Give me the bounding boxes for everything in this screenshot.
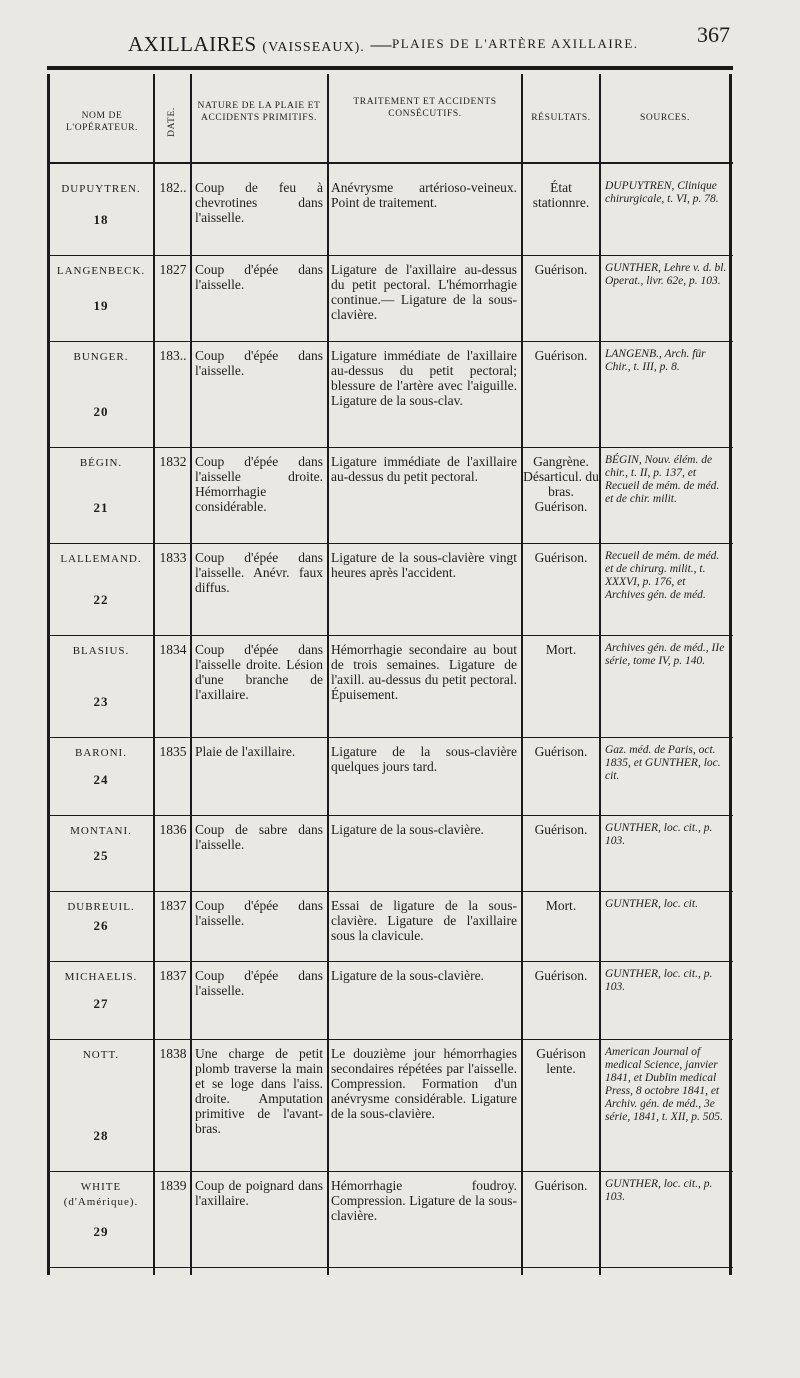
case-number: 19	[93, 298, 109, 313]
section-title: PLAIES DE L'ARTÈRE AXILLAIRE.	[392, 36, 639, 51]
case-date: 1832	[159, 454, 187, 469]
treatment: Ligature de la sous-clavière quelques jours tard.	[331, 744, 517, 774]
result: Guérison.	[534, 744, 588, 759]
case-date: 1837	[159, 898, 187, 913]
col-header-date: DATE.	[167, 107, 177, 137]
case-date: 1838	[159, 1046, 187, 1061]
case-date: 1834	[159, 642, 187, 657]
case-number: 20	[93, 404, 109, 419]
source: Gaz. méd. de Paris, oct. 1835, et GUNTHER, loc. cit.	[605, 744, 721, 782]
operator-name: LALLEMAND.	[60, 553, 142, 565]
source: American Journal of medical Science, janvier 1841, et Dublin medical Press, 8 octobre 1841, et Archiv. gén. de méd., 3e série, 1841, t. XII, p. 505.	[605, 1046, 723, 1123]
wound-nature: Coup de poignard dans l'axillaire.	[195, 1178, 323, 1208]
case-number: 24	[93, 772, 109, 787]
source: GUNTHER, Lehre v. d. bl. Operat., livr. 62e, p. 103.	[605, 262, 727, 287]
wound-nature: Une charge de petit plomb traverse la main et se loge dans l'aiss. droite. Amputation primitive de l'avant-bras.	[195, 1046, 323, 1136]
treatment: Ligature de la sous-clavière.	[331, 968, 484, 983]
page-header	[0, 18, 800, 58]
treatment: Le douzième jour hémorrhagies secondaires répétées par l'aisselle. Compression. Formation d'un anévrysme considérable. Ligature de la sous-clavière.	[331, 1046, 517, 1121]
table-row	[47, 448, 733, 544]
wound-nature: Coup d'épée dans l'aisselle.	[195, 348, 323, 378]
operator-name: LANGENBECK.	[56, 265, 146, 277]
table-row	[47, 816, 733, 892]
col-header-operator: NOM DE L'OPÉRATEUR.	[66, 111, 138, 133]
wound-nature: Coup d'épée dans l'aisselle.	[195, 262, 323, 292]
case-number: 22	[93, 592, 109, 607]
case-number: 28	[93, 1128, 109, 1143]
operator-name: MICHAELIS.	[64, 971, 138, 983]
case-number: 26	[93, 918, 109, 933]
row-rule	[47, 1267, 733, 1268]
treatment: Essai de ligature de la sous-clavière. Ligature de l'axillaire sous la clavicule.	[331, 898, 517, 943]
wound-nature: Coup d'épée dans l'aisselle.	[195, 968, 323, 998]
result: Guérison.	[534, 968, 588, 983]
table-row	[47, 1040, 733, 1172]
case-date: 1835	[159, 744, 187, 759]
source: GUNTHER, loc. cit., p. 103.	[605, 968, 713, 993]
table-row	[47, 544, 733, 636]
col-header-nature: NATURE DE LA PLAIE ET ACCIDENTS PRIMITIFS.	[197, 101, 321, 123]
case-date: 1836	[159, 822, 187, 837]
case-date: 1837	[159, 968, 187, 983]
result: Guérison.	[534, 348, 588, 363]
title-paren: (VAISSEAUX).	[262, 40, 365, 55]
col-header-results: RÉSULTATS.	[531, 113, 591, 123]
case-number: 29	[93, 1224, 109, 1239]
case-number: 27	[93, 996, 109, 1011]
running-title	[128, 32, 392, 57]
col-header-sources: SOURCES.	[640, 113, 690, 123]
table-row	[47, 738, 733, 816]
treatment: Anévrysme artérioso-veineux. Point de traitement.	[331, 180, 517, 210]
case-date: 1833	[159, 550, 187, 565]
operator-name: WHITE (d'Amérique).	[63, 1181, 139, 1208]
treatment: Ligature immédiate de l'axillaire au-dessus du petit pectoral; blessure de l'artère avec l'aiguille. Ligature de la sous-clav.	[331, 348, 517, 408]
table-row	[47, 1172, 733, 1268]
operator-name: BÉGIN.	[79, 457, 123, 469]
wound-nature: Coup d'épée dans l'aisselle.	[195, 898, 323, 928]
source: LANGENB., Arch. für Chir., t. III, p. 8.	[605, 348, 706, 373]
table-row	[47, 962, 733, 1040]
wound-nature: Coup d'épée dans l'aisselle droite. Hémorrhagie considérable.	[195, 454, 323, 514]
result: Guérison.	[534, 550, 588, 565]
col-header-treatment: TRAITEMENT ET ACCIDENTS CONSÉCUTIFS.	[353, 97, 497, 119]
case-number: 18	[93, 212, 109, 227]
case-number: 25	[93, 848, 109, 863]
source: DUPUYTREN, Clinique chirurgicale, t. VI, p. 78.	[605, 180, 719, 205]
case-date: 1827	[159, 262, 187, 277]
wound-nature: Coup de feu à chevrotines dans l'aisselle.	[195, 180, 323, 225]
treatment: Hémorrhagie foudroy. Compression. Ligature de la sous-clavière.	[331, 1178, 517, 1223]
cases-table	[47, 66, 733, 1275]
operator-name: BUNGER.	[73, 351, 129, 363]
operator-name: BARONI.	[75, 747, 127, 759]
page-number: 367	[697, 22, 730, 47]
title-main: AXILLAIRES	[128, 32, 257, 56]
result: Mort.	[545, 898, 577, 913]
case-number: 23	[93, 694, 109, 709]
result: Mort.	[545, 642, 577, 657]
case-date: 183..	[159, 348, 187, 363]
operator-name: NOTT.	[82, 1049, 120, 1061]
operator-name: DUBREUIL.	[67, 901, 135, 913]
operator-name: BLASIUS.	[72, 645, 130, 657]
result: État stationnre.	[532, 180, 590, 210]
table-row	[47, 174, 733, 256]
table-row	[47, 636, 733, 738]
table-row	[47, 342, 733, 448]
source: GUNTHER, loc. cit.	[605, 898, 698, 910]
source: GUNTHER, loc. cit., p. 103.	[605, 1178, 713, 1203]
table-row	[47, 256, 733, 342]
operator-name: DUPUYTREN.	[61, 183, 141, 195]
source: BÉGIN, Nouv. élém. de chir., t. II, p. 137, et Recueil de mém. de méd. et de chir. milit.	[605, 454, 720, 505]
treatment: Ligature de la sous-clavière.	[331, 822, 484, 837]
wound-nature: Coup de sabre dans l'aisselle.	[195, 822, 323, 852]
source: GUNTHER, loc. cit., p. 103.	[605, 822, 713, 847]
source: Recueil de mém. de méd. et de chirurg. milit., t. XXXVI, p. 176, et Archives gén. de méd.	[605, 550, 720, 601]
case-date: 1839	[159, 1178, 187, 1193]
case-number: 21	[93, 500, 109, 515]
title-dash: —	[370, 32, 393, 56]
source: Archives gén. de méd., IIe série, tome IV, p. 140.	[605, 642, 725, 667]
result: Guérison.	[534, 262, 588, 277]
result: Guérison lente.	[536, 1046, 586, 1076]
wound-nature: Coup d'épée dans l'aisselle droite. Lésion d'une branche de l'axillaire.	[195, 642, 323, 702]
header-rule	[47, 162, 733, 164]
treatment: Ligature de l'axillaire au-dessus du petit pectoral. L'hémorrhagie continue.— Ligature de la sous-clavière.	[331, 262, 517, 322]
result: Guérison.	[534, 1178, 588, 1193]
result: Guérison.	[534, 822, 588, 837]
treatment: Ligature immédiate de l'axillaire au-dessus du petit pectoral.	[331, 454, 517, 484]
wound-nature: Coup d'épée dans l'aisselle. Anévr. faux diffus.	[195, 550, 323, 595]
wound-nature: Plaie de l'axillaire.	[195, 744, 296, 759]
table-row	[47, 892, 733, 962]
operator-name: MONTANI.	[70, 825, 132, 837]
result: Gangrène. Désarticul. du bras. Guérison.	[523, 454, 599, 514]
case-date: 182..	[159, 180, 187, 195]
treatment: Ligature de la sous-clavière vingt heures après l'accident.	[331, 550, 517, 580]
treatment: Hémorrhagie secondaire au bout de trois semaines. Ligature de l'axill. au-dessus du petit pectoral. Épuisement.	[331, 642, 517, 702]
